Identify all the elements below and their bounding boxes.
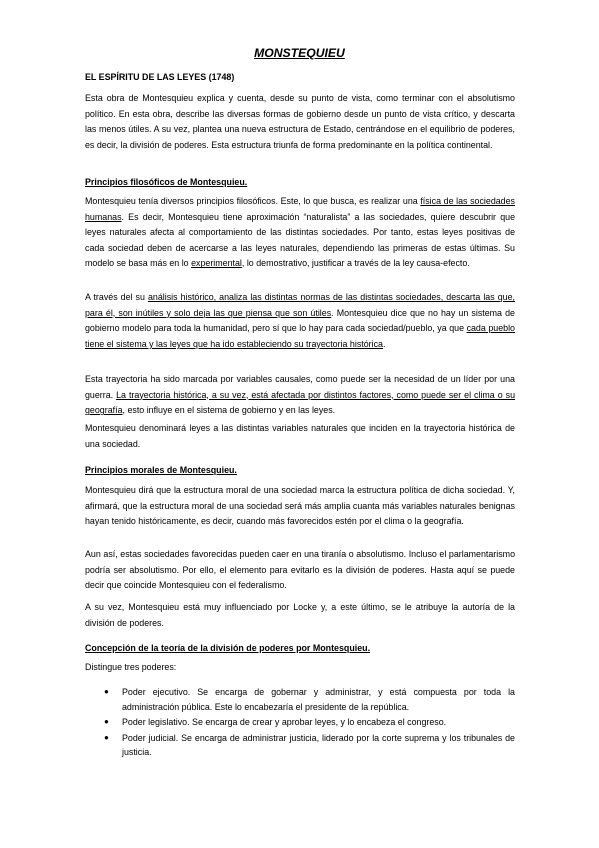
list-item (0, 715, 515, 730)
underlined-text: cada pueblo tiene el sistema y las leyes que ha ido estableciendo su trayectoria histórica (85, 323, 515, 349)
list-item-text: Poder ejecutivo. Se encarga de gobernar y administrar, y está compuesta por toda la administración pública. Este lo encabezaría el presidente de la república. (122, 687, 515, 712)
paragraph-text (85, 290, 515, 352)
text-run: , esto influye en el sistema de gobierno y en las leyes. (122, 405, 336, 416)
paragraph-trayectoria (85, 372, 515, 419)
text-run: A través del su (85, 292, 148, 302)
section-heading-morales (85, 464, 515, 476)
paragraph-intro (85, 91, 515, 153)
text-run: Esta trayectoria ha sido marcada por variables causales, como puede ser la necesidad de un líder por una guerra. (85, 374, 515, 400)
list-item (0, 685, 515, 714)
bullet-icon: ● (104, 732, 109, 742)
paragraph-text: A su vez, Montesquieu está muy influenciado por Locke y, a este último, se le atribuye la autoría de la división de poderes. (85, 602, 515, 628)
paragraph-filosoficos (85, 194, 515, 272)
list-item-text: Poder legislativo. Se encarga de crear y aprobar leyes, y lo encabeza el congreso. (122, 717, 447, 728)
bullet-list-poderes (0, 685, 515, 761)
paragraph-text (85, 372, 515, 419)
list-item-text: Poder judicial. Se encarga de administrar justicia, liderado por la corte suprema y los tribunales de justicia. (122, 732, 515, 758)
underlined-text: experimental (191, 258, 242, 269)
text-run: . (382, 338, 386, 349)
paragraph-leyes (85, 421, 515, 452)
heading-espiritu-leyes: EL ESPÍRITU DE LAS LEYES (1748) (85, 72, 235, 82)
text-run: . Montesquieu dice que no hay un sistema de gobierno modelo para toda la humanidad, pero sí que lo hay para cada sociedad/pueblo, ya que (85, 307, 515, 334)
paragraph-text: Distingue tres poderes: (85, 662, 177, 672)
underlined-text: La trayectoria histórica, a su vez, está afectada por distintos factores, como puede ser el clima o su geografía (85, 389, 516, 416)
paragraph-locke (85, 600, 515, 631)
paragraph-text: Montesquieu dirá que la estructura moral de una sociedad marca la estructura política de dicha sociedad. Y, afirmará, que la estructura moral de una sociedad será más amplia cuanta más variables naturales benignas hayan tenido históricamente, es decir, cuando más favorecidos estén por el clima o la geografía. (85, 485, 515, 527)
paragraph-text (85, 194, 515, 272)
text-run: Montesquieu tenía diversos principios filosóficos. Este, lo que busca, es realizar una (85, 196, 421, 206)
heading-division-poderes: Concepción de la teoría de la división de poderes por Montesquieu. (85, 643, 371, 653)
paragraph-text: Esta obra de Montesquieu explica y cuenta, desde su punto de vista, como terminar con el absolutismo político. En esta obra, describe las diversas formas de gobierno desde un punto de vista crítico, y descarta las menos útiles. A su vez, plantea una nueva estructura de Estado, centrándose en el equilibrio de poderes, es decir, la división de poderes. Esta estructura triunfa de forma predominante en la política continental. (85, 93, 515, 150)
bullet-icon: ● (104, 687, 109, 696)
section-heading-espiritu (85, 71, 515, 83)
underlined-text: física de las sociedades humanas (85, 196, 515, 222)
bullet-icon: ● (104, 717, 109, 727)
paragraph-analisis-historico (85, 290, 515, 352)
paragraph-morales (85, 483, 515, 530)
paragraph-text: Aun así, estas sociedades favorecidas pueden caer en una tiranía o absolutismo. Incluso el parlamentarismo podría ser absolutismo. Por ello, el elemento para evitarlo es la división de poderes. Hasta aquí se puede decir que coincide Montesquieu con el federalismo. (85, 549, 515, 591)
text-run: . Es decir, Montesquieu tiene aproximación “naturalista” a las sociedades, quiere descubrir que leyes naturales afecta al comportamiento de las distintas sociedades. Por tanto, estas leyes positivas de cada sociedad deben de acercarse a las leyes naturales, dependiendo las primeras de estas últimas. Su modelo se basa más en lo (85, 211, 515, 269)
section-heading-division (85, 642, 515, 654)
underlined-text: análisis histórico, analiza las distintas normas de las distintas sociedades, descarta las que, para él, son inútiles y solo deja las que piensa que son útiles (85, 292, 515, 318)
list-item (0, 731, 515, 760)
paragraph-text: Montesquieu denominará leyes a las distintas variables naturales que inciden en la trayectoria histórica de una sociedad. (85, 423, 515, 449)
heading-principios-morales: Principios morales de Montesquieu. (85, 465, 237, 475)
page-title: MONSTEQUIEU (254, 46, 345, 60)
paragraph-tirania (85, 547, 515, 594)
paragraph-tres-poderes (85, 660, 515, 676)
text-run: , lo demostrativo, justificar a través de la ley causa-efecto. (241, 258, 470, 269)
section-heading-filosoficos (85, 176, 515, 188)
heading-principios-filosoficos: Principios filosóficos de Montesquieu. (85, 177, 248, 187)
